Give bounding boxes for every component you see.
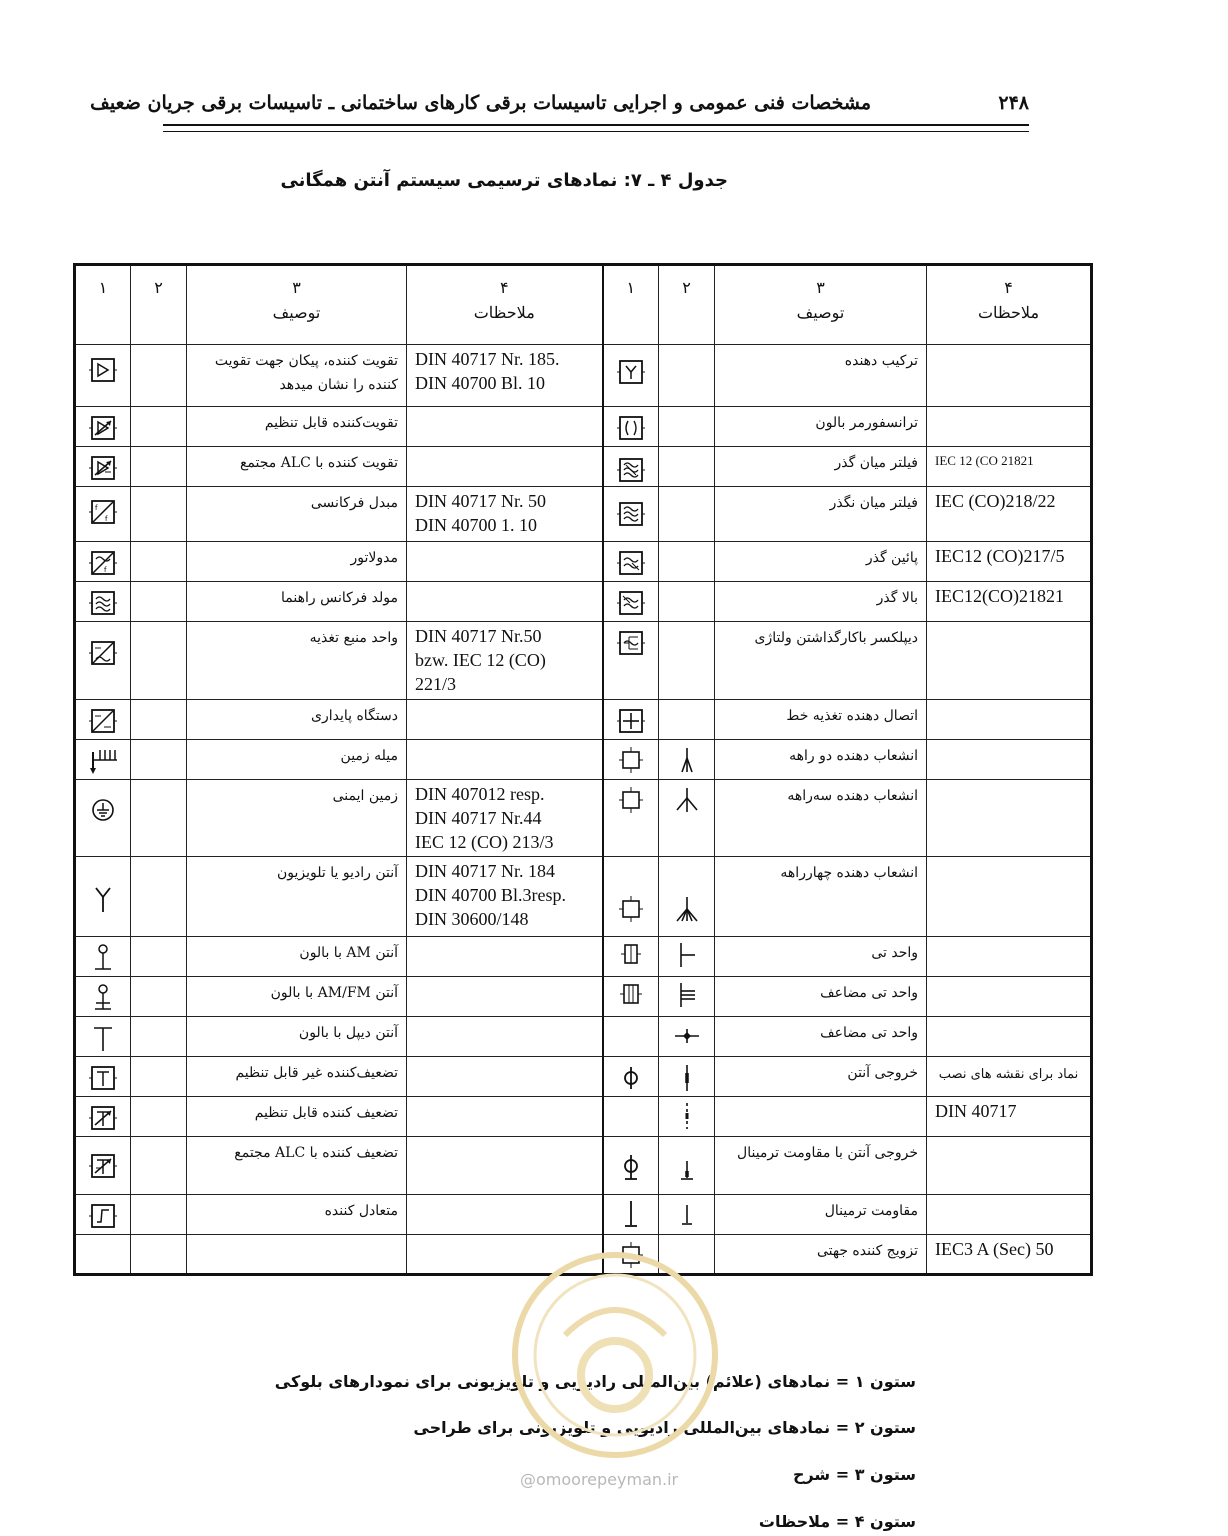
description-cell: مدولاتور xyxy=(350,550,398,566)
outlet-line-icon xyxy=(673,1063,701,1093)
description-cell: مقاومت ترمینال xyxy=(824,1203,918,1219)
remark-line: DIN 30600/148 xyxy=(415,909,529,929)
combiner-icon xyxy=(617,357,645,387)
col-number: ۲ xyxy=(154,278,163,297)
description-cell: انشعاب دهنده چهارراهه xyxy=(780,865,918,881)
description-cell: دستگاه پایداری xyxy=(311,708,398,724)
description-cell: تضعیف کننده قابل تنظیم xyxy=(254,1105,398,1121)
remark-line: DIN 40700 Bl. 10 xyxy=(415,373,545,393)
table-row xyxy=(75,1195,1092,1235)
description-cell: تضعیف کننده با ALC مجتمع xyxy=(234,1145,398,1161)
terminated-outlet-icon xyxy=(617,1153,645,1183)
col-label: توصیف xyxy=(796,303,845,322)
description-cell: زمین ایمنی xyxy=(332,788,398,804)
description-cell: فیلتر میان گذر xyxy=(834,455,918,471)
description-cell: مولد فرکانس راهنما xyxy=(281,590,398,606)
description-cell: واحد تی مضاعف xyxy=(820,1025,918,1041)
remark-line: DIN 40700 Bl.3resp. xyxy=(415,885,566,905)
table-row xyxy=(75,977,1092,1017)
description-cell: آنتن AM با بالون xyxy=(299,945,398,961)
description-cell: خروجی آنتن با مقاومت ترمینال xyxy=(737,1145,918,1161)
remarks-cell: IEC12(CO)21821 xyxy=(935,586,1064,606)
legend-line: ستون ۴ = ملاحظات xyxy=(758,1512,916,1531)
description-cell: تزویج کننده جهتی xyxy=(816,1243,918,1259)
dashed-outlet-icon xyxy=(673,1101,701,1131)
highpass-filter-icon xyxy=(617,588,645,618)
double-tap-line-icon xyxy=(673,979,701,1009)
col-number: ۲ xyxy=(682,278,691,297)
description-cell: مبدل فرکانسی xyxy=(310,495,398,511)
table-row xyxy=(75,447,1092,487)
col-label: توصیف xyxy=(272,303,321,322)
table-row xyxy=(75,407,1092,447)
description-cell: ترکیب دهنده xyxy=(844,353,918,369)
remark-line: DIN 40717 Nr.50 xyxy=(415,626,542,646)
page-number: ۲۴۸ xyxy=(998,92,1029,114)
svg-text:f: f xyxy=(104,566,107,574)
termination-line-icon xyxy=(673,1199,701,1229)
remark-line: DIN 407012 resp. xyxy=(415,784,545,804)
dipole-antenna-icon xyxy=(89,1023,117,1053)
through-tap-line-icon xyxy=(673,1021,701,1051)
description-cell: دیپلکسر باکارگذاشتن ولتاژی xyxy=(754,630,918,646)
description-cell: ترانسفورمر بالون xyxy=(815,415,918,431)
table-row xyxy=(75,780,1092,857)
svg-text:f: f xyxy=(105,515,108,523)
remark-line: DIN 40717 Nr.44 xyxy=(415,808,542,828)
description-cell: میله زمین xyxy=(340,748,398,764)
power-supply-icon xyxy=(89,638,117,668)
remarks-cell: DIN 40717 xyxy=(935,1101,1017,1121)
svg-text:f: f xyxy=(95,504,98,512)
antenna-icon xyxy=(89,883,117,913)
balun-transformer-icon xyxy=(617,413,645,443)
alc-attenuator-icon xyxy=(89,1151,117,1181)
legend-line: ستون ۱ = نمادهای (علائم) بین‌المللی رادیویی و تلویزیونی برای نمودارهای بلوکی xyxy=(274,1372,916,1391)
remarks-cell xyxy=(407,345,602,397)
line-feed-icon xyxy=(617,706,645,736)
table-row xyxy=(75,857,1092,937)
header-rule-thin xyxy=(163,131,1029,132)
description-cell: آنتن دیپل با بالون xyxy=(298,1025,398,1041)
equalizer-icon xyxy=(89,1201,117,1231)
pilot-generator-icon xyxy=(89,588,117,618)
fixed-attenuator-icon xyxy=(89,1063,117,1093)
header-rule xyxy=(163,124,1029,126)
protective-earth-icon xyxy=(89,794,117,824)
table-row xyxy=(75,700,1092,740)
remark-line: DIN 40717 Nr. 184 xyxy=(415,861,555,881)
table-row xyxy=(75,1097,1092,1137)
frequency-converter-icon xyxy=(89,497,117,527)
table-row xyxy=(75,542,1092,582)
description-cell: واحد تی مضاعف xyxy=(820,985,918,1001)
legend-line: ستون ۳ = شرح xyxy=(792,1465,916,1484)
description-cell: متعادل کننده xyxy=(324,1203,398,1219)
col-number: ۱ xyxy=(98,278,108,297)
double-tap-icon xyxy=(617,979,645,1009)
description-cell: تقویت کننده با ALC مجتمع xyxy=(239,455,398,471)
bandpass-filter-icon xyxy=(617,455,645,485)
description-cell: خروجی آنتن xyxy=(847,1065,918,1081)
earth-rod-icon xyxy=(89,746,117,776)
amplifier-icon xyxy=(89,355,117,385)
adjustable-attenuator-icon xyxy=(89,1103,117,1133)
remarks-cell: IEC12 (CO)217/5 xyxy=(935,546,1065,566)
remark-line: 221/3 xyxy=(415,674,457,694)
watermark-text: @omoorepeyman.ir xyxy=(520,1470,679,1489)
description-cell: انشعاب دهنده دو راهه xyxy=(789,748,918,764)
two-way-splitter-icon xyxy=(617,744,645,774)
col-number: ۴ xyxy=(1004,278,1013,297)
remark-line: IEC 12 (CO) 213/3 xyxy=(415,832,554,852)
col-number: ۳ xyxy=(292,278,301,297)
remarks-cell xyxy=(407,857,602,933)
antenna-outlet-icon xyxy=(617,1063,645,1093)
description-cell: تضعیف‌کننده غیر قابل تنظیم xyxy=(235,1065,398,1081)
remarks-cell: IEC3 A (Sec) 50 xyxy=(935,1239,1054,1259)
description-cell: فیلتر میان نگذر xyxy=(829,495,918,511)
legend-line: ستون ۲ = نمادهای بین‌المللی رادیویی و تلویزیونی برای طراحی xyxy=(413,1418,916,1437)
description-cell: واحد منبع تغذیه xyxy=(309,630,398,646)
description-cell: تقویت‌کننده قابل تنظیم xyxy=(264,415,398,431)
diplexer-icon xyxy=(617,628,645,658)
table-row xyxy=(75,937,1092,977)
four-way-branch-icon xyxy=(673,893,701,923)
remarks-cell: IEC (CO)218/22 xyxy=(935,491,1056,511)
description-cell: انشعاب دهنده سه‌راهه xyxy=(787,788,918,804)
two-way-branch-icon xyxy=(673,744,701,774)
running-title: مشخصات فنی عمومی و اجرایی تاسیسات برقی کارهای ساختمانی ـ تاسیسات برقی جریان ضعیف xyxy=(90,92,871,114)
description-cell: آنتن AM/FM با بالون xyxy=(270,985,398,1001)
col-label: ملاحظات xyxy=(977,303,1040,322)
bandstop-filter-icon xyxy=(617,499,645,529)
remarks-cell xyxy=(407,780,602,856)
remark-line: bzw. IEC 12 (CO) xyxy=(415,650,546,670)
table-row xyxy=(75,1017,1092,1057)
description-cell: پائین گذر xyxy=(865,550,918,566)
alc-amplifier-icon xyxy=(89,453,117,483)
remark-line: DIN 40717 Nr. 185. xyxy=(415,349,560,369)
col-number: ۳ xyxy=(816,278,825,297)
table-row xyxy=(75,1057,1092,1097)
remarks-cell: نماد برای نقشه های نصب xyxy=(938,1067,1079,1082)
table-header-row xyxy=(75,265,1092,345)
description-cell xyxy=(715,1097,926,1103)
table-row xyxy=(75,1137,1092,1195)
table-row xyxy=(75,487,1092,542)
description-cell: اتصال دهنده تغذیه خط xyxy=(786,708,918,724)
remark-line: DIN 40700 1. 10 xyxy=(415,515,537,535)
description-cell xyxy=(187,1235,406,1241)
three-way-splitter-icon xyxy=(617,784,645,814)
table-row xyxy=(75,740,1092,780)
description-cell: بالا گذر xyxy=(876,590,918,606)
remarks-cell xyxy=(407,622,602,698)
description-cell: واحد تی xyxy=(871,945,918,961)
amfm-antenna-icon xyxy=(89,983,117,1013)
tap-line-icon xyxy=(673,939,701,969)
logo-watermark-icon xyxy=(505,1245,725,1465)
adjustable-amplifier-icon xyxy=(89,413,117,443)
four-way-splitter-icon xyxy=(617,893,645,923)
table-row xyxy=(75,582,1092,622)
table-row xyxy=(75,345,1092,407)
page-header xyxy=(90,92,1029,132)
remarks-cell xyxy=(407,487,602,539)
stabilizer-icon xyxy=(89,706,117,736)
col-label: ملاحظات xyxy=(473,303,535,322)
col-number: ۴ xyxy=(499,278,509,297)
table-row xyxy=(75,622,1092,700)
remarks-cell: IEC 12 (CO 21821 xyxy=(935,453,1034,468)
terminated-line-icon xyxy=(673,1153,701,1183)
remark-line: DIN 40717 Nr. 50 xyxy=(415,491,546,511)
description-cell: آنتن رادیو یا تلویزیون xyxy=(277,865,398,881)
modulator-icon xyxy=(89,548,117,578)
symbols-table xyxy=(73,263,1093,1276)
termination-icon xyxy=(617,1199,645,1229)
am-antenna-icon xyxy=(89,943,117,973)
description-cell: تقویت کننده، پیکان جهت تقویت کننده را نشان میدهد xyxy=(214,353,398,393)
table-caption: جدول ۴ ـ ۷: نمادهای ترسیمی سیستم آنتن همگانی xyxy=(280,170,728,191)
three-way-branch-icon xyxy=(673,784,701,814)
tap-unit-icon xyxy=(617,939,645,969)
col-number: ۱ xyxy=(626,278,636,297)
lowpass-filter-icon xyxy=(617,548,645,578)
